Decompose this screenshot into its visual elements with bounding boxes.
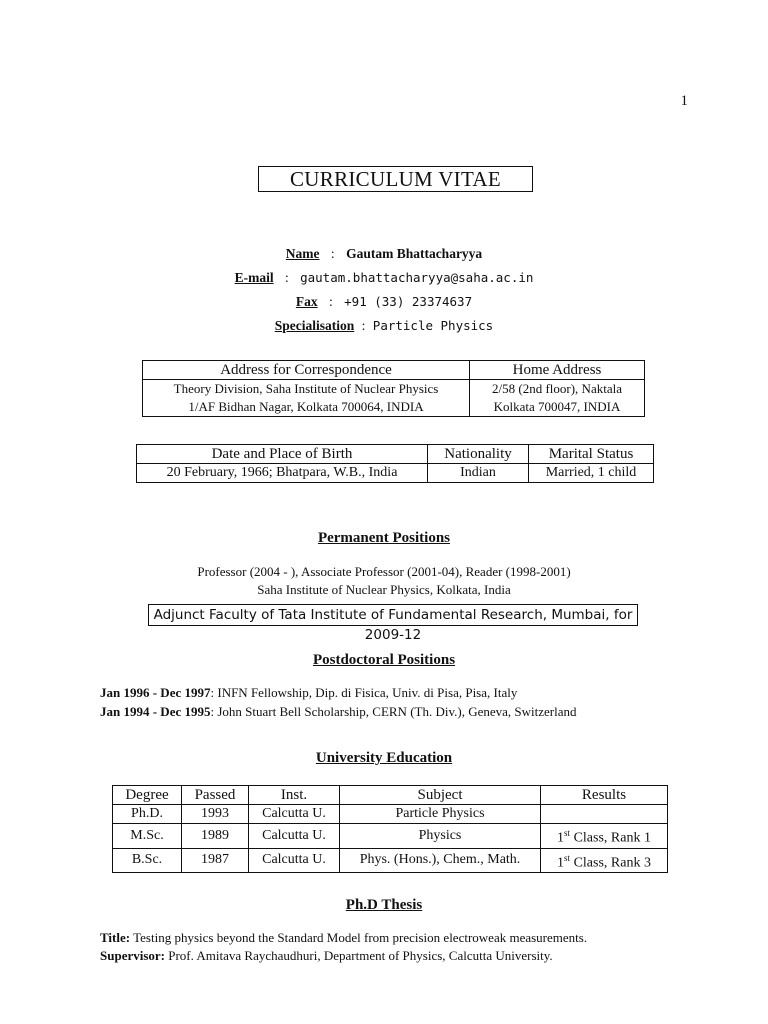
email-label: E-mail [234, 270, 274, 285]
table-row [143, 380, 645, 399]
colon: : [330, 246, 335, 261]
table-header: Marital Status [529, 445, 654, 464]
table-cell: M.Sc. [113, 824, 182, 849]
table-cell: Theory Division, Saha Institute of Nuclear Physics [143, 380, 470, 399]
address-table [142, 360, 645, 417]
table-header: Date and Place of Birth [137, 445, 428, 464]
email-value: gautam.bhattacharyya@saha.ac.in [300, 270, 534, 285]
table-cell: Physics [340, 824, 541, 849]
table-cell: 2/58 (2nd floor), Naktala [470, 380, 645, 399]
thesis-title-value: Testing physics beyond the Standard Model from precision electroweak measurements. [133, 930, 588, 945]
thesis-supervisor-line [100, 948, 553, 964]
table-row [143, 398, 645, 417]
postdoc-period: Jan 1994 - Dec 1995 [100, 704, 211, 719]
table-cell [541, 824, 668, 849]
university-education-heading: University Education [315, 750, 453, 766]
result-class: Class, Rank 1 [570, 830, 651, 846]
permanent-institute-line: Saha Institute of Nuclear Physics, Kolkata, India [257, 582, 511, 597]
table-cell: 1993 [182, 805, 249, 824]
table-cell: 1989 [182, 824, 249, 849]
email-line [0, 270, 768, 286]
fax-line [0, 294, 768, 310]
result-superscript: st [564, 828, 571, 838]
table-header: Degree [113, 786, 182, 805]
table-cell: 20 February, 1966; Bhatpara, W.B., India [137, 464, 428, 483]
birth-table [136, 444, 654, 483]
table-cell: Ph.D. [113, 805, 182, 824]
table-header: Nationality [428, 445, 529, 464]
thesis-supervisor-label: Supervisor: [100, 948, 165, 963]
name-value: Gautam Bhattacharyya [346, 246, 483, 261]
table-header: Inst. [249, 786, 340, 805]
table-cell: Indian [428, 464, 529, 483]
postdoctoral-positions-heading: Postdoctoral Positions [312, 652, 456, 668]
table-cell: Particle Physics [340, 805, 541, 824]
postdoc-description: : John Stuart Bell Scholarship, CERN (Th. Div.), Geneva, Switzerland [210, 704, 577, 719]
thesis-supervisor-value: Prof. Amitava Raychaudhuri, Department of Physics, Calcutta University. [168, 948, 553, 963]
table-cell: Kolkata 700047, INDIA [470, 398, 645, 417]
permanent-positions-heading: Permanent Positions [317, 530, 451, 546]
table-row [137, 464, 654, 483]
document-title: CURRICULUM VITAE [258, 166, 533, 192]
colon: : [284, 270, 289, 285]
table-header: Subject [340, 786, 541, 805]
table-cell: Calcutta U. [249, 805, 340, 824]
table-header: Passed [182, 786, 249, 805]
education-table [112, 785, 668, 873]
table-cell [541, 848, 668, 873]
table-cell: 1987 [182, 848, 249, 873]
table-cell: Phys. (Hons.), Chem., Math. [340, 848, 541, 873]
result-rank: 1 [557, 830, 565, 846]
table-header-row [137, 445, 654, 464]
table-header: Results [541, 786, 668, 805]
adjunct-faculty-box: Adjunct Faculty of Tata Institute of Fundamental Research, Mumbai, for 2009-12 [148, 604, 638, 626]
specialisation-line [0, 318, 768, 334]
table-row [113, 848, 668, 873]
result-rank: 1 [557, 855, 565, 871]
postdoc-description: : INFN Fellowship, Dip. di Fisica, Univ. di Pisa, Pisa, Italy [210, 685, 518, 700]
table-row [113, 805, 668, 824]
table-header: Address for Correspondence [143, 361, 470, 380]
specialisation-label: Specialisation [274, 318, 355, 333]
table-cell: Married, 1 child [529, 464, 654, 483]
postdoc-item [100, 685, 517, 701]
name-line [0, 246, 768, 262]
table-cell: 1/AF Bidhan Nagar, Kolkata 700064, INDIA [143, 398, 470, 417]
table-header: Home Address [470, 361, 645, 380]
thesis-title-line [100, 930, 587, 946]
table-cell: B.Sc. [113, 848, 182, 873]
page-number: 1 [680, 93, 688, 109]
postdoc-item [100, 704, 577, 720]
table-cell [541, 805, 668, 824]
permanent-positions-line: Professor (2004 - ), Associate Professor (2001-04), Reader (1998-2001) [197, 564, 571, 579]
table-cell: Calcutta U. [249, 848, 340, 873]
thesis-title-label: Title: [100, 930, 131, 945]
table-cell: Calcutta U. [249, 824, 340, 849]
result-superscript: st [564, 852, 571, 863]
colon: : [361, 318, 366, 333]
specialisation-value: Particle Physics [372, 318, 494, 333]
table-header-row [113, 786, 668, 805]
phd-thesis-heading: Ph.D Thesis [345, 897, 423, 913]
table-header-row [143, 361, 645, 380]
fax-label: Fax [295, 294, 318, 309]
name-label: Name [285, 246, 320, 261]
colon: : [329, 294, 333, 309]
table-row [113, 824, 668, 849]
result-class: Class, Rank 3 [570, 855, 651, 871]
fax-value: +91 (33) 23374637 [344, 294, 473, 309]
postdoc-period: Jan 1996 - Dec 1997 [100, 685, 211, 700]
